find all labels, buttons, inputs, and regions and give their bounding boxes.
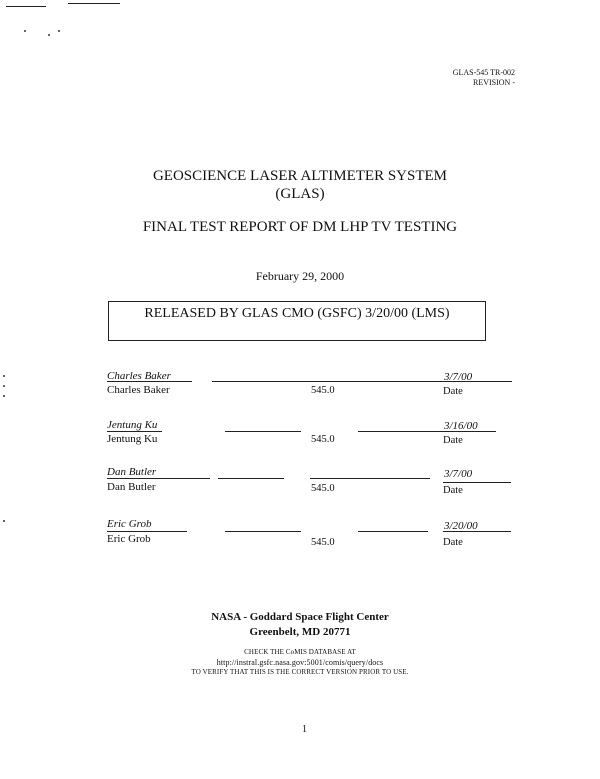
footer-location: Greenbelt, MD 20771 — [249, 626, 351, 638]
printed-name: Jentung Ku — [107, 433, 158, 445]
scan-speck — [48, 34, 50, 36]
footer-organization: NASA - Goddard Space Flight Center — [211, 611, 389, 623]
release-box — [108, 301, 486, 341]
org-code: 545.0 — [311, 537, 335, 548]
document-id-block — [453, 68, 515, 88]
signature: Eric Grob — [107, 518, 152, 530]
date-label: Date — [443, 485, 463, 496]
signature: Dan Butler — [107, 466, 157, 478]
org-code: 545.0 — [311, 483, 335, 494]
printed-name: Dan Butler — [107, 481, 156, 493]
printed-name: Charles Baker — [107, 384, 170, 396]
date-label: Date — [443, 537, 463, 548]
signature-line — [107, 478, 210, 479]
signature-line — [358, 531, 428, 532]
date-label: Date — [443, 435, 463, 446]
printed-name: Eric Grob — [107, 533, 151, 545]
comis-url-link[interactable]: http://instral.gsfc.nasa.gov:5001/comis/query/docs — [216, 658, 384, 667]
scan-speck — [3, 375, 5, 377]
comis-notice-line1: CHECK THE CoMIS DATABASE AT — [244, 648, 356, 656]
date-signed: 3/20/00 — [444, 520, 478, 532]
signature-line — [225, 431, 301, 432]
page-number: 1 — [302, 724, 307, 735]
date-label: Date — [443, 386, 463, 397]
scan-artifact-line — [68, 3, 120, 4]
scan-speck — [3, 385, 5, 387]
signature-line — [107, 531, 187, 532]
signature-line — [107, 431, 162, 432]
signature: Jentung Ku — [107, 419, 158, 431]
document-title-line1: GEOSCIENCE LASER ALTIMETER SYSTEM — [152, 168, 448, 184]
signature-line — [218, 478, 284, 479]
org-code: 545.0 — [311, 434, 335, 445]
scan-speck — [3, 520, 5, 522]
scan-artifact-line — [6, 6, 46, 7]
date-signed: 3/16/00 — [444, 420, 478, 432]
signature-line — [443, 482, 511, 483]
revision: REVISION - — [473, 78, 515, 87]
document-title-line2: (GLAS) — [275, 186, 325, 202]
date-signed: 3/7/00 — [444, 371, 473, 383]
document-subtitle: FINAL TEST REPORT OF DM LHP TV TESTING — [142, 219, 458, 235]
org-code: 545.0 — [311, 385, 335, 396]
scan-speck — [58, 30, 60, 32]
document-date: February 29, 2000 — [255, 269, 345, 283]
doc-number: GLAS-545 TR-002 — [452, 68, 515, 77]
comis-notice-line2: TO VERIFY THAT THIS IS THE CORRECT VERSION PRIOR TO USE. — [191, 668, 409, 676]
signature-line — [310, 478, 430, 479]
scan-speck — [3, 395, 5, 397]
date-signed: 3/7/00 — [444, 468, 473, 480]
scan-speck — [24, 30, 26, 32]
release-text: RELEASED BY GLAS CMO (GSFC) 3/20/00 (LMS) — [144, 306, 450, 321]
signature-line — [107, 381, 192, 382]
signature: Charles Baker — [107, 370, 171, 382]
signature-line — [225, 531, 301, 532]
